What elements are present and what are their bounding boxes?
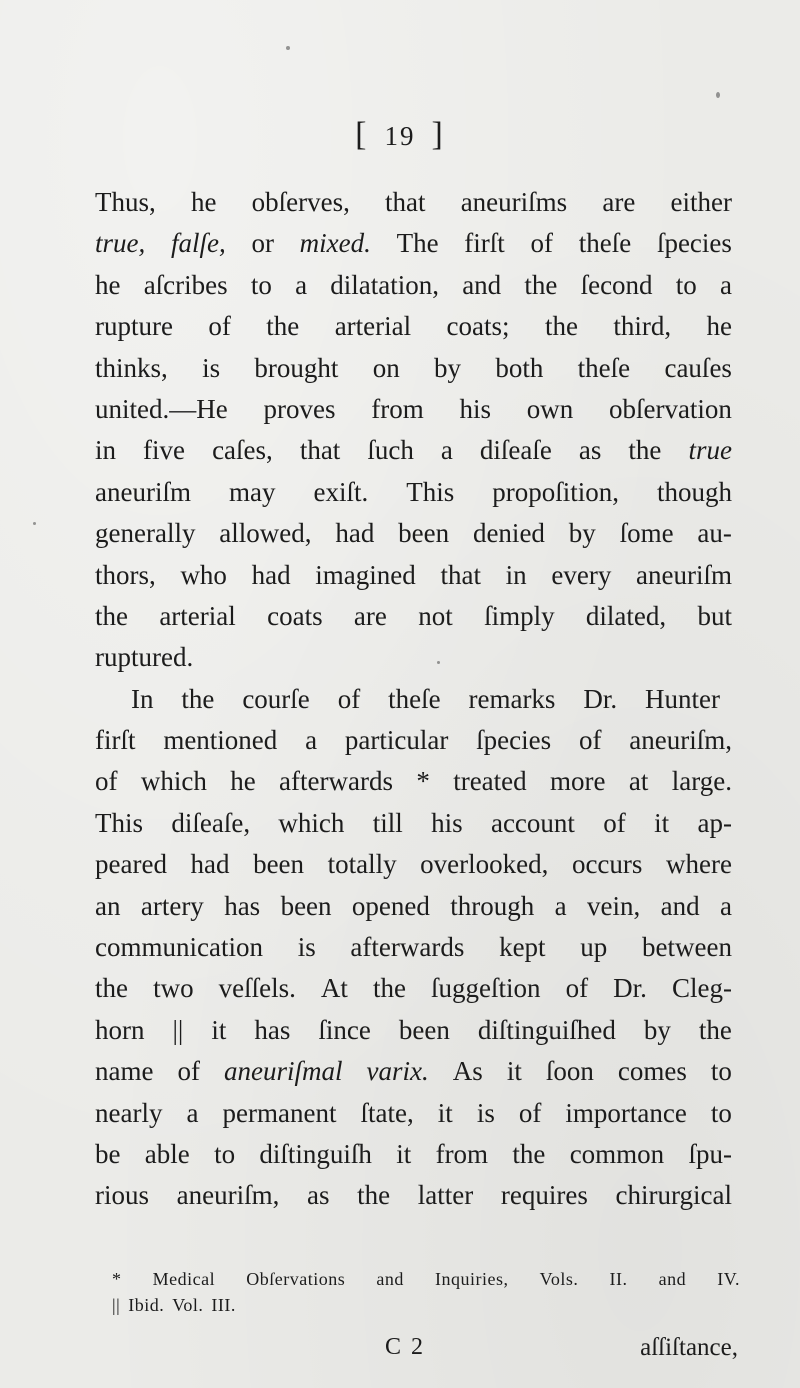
word: particular: [344, 725, 449, 756]
word: the: [357, 1180, 391, 1211]
word: till: [372, 807, 403, 838]
word: arterial: [159, 600, 236, 631]
word: treated: [453, 766, 527, 797]
word: ſtate,: [360, 1097, 414, 1128]
word: as: [307, 1180, 330, 1211]
word: ſpecies: [656, 228, 732, 259]
word: importance: [565, 1097, 687, 1128]
word: brought: [254, 352, 339, 383]
text-line: [95, 1093, 732, 1134]
text-line: [95, 513, 732, 554]
word: the: [266, 311, 300, 342]
word: the: [544, 311, 578, 342]
word: a: [719, 269, 732, 300]
text-line: [95, 223, 732, 264]
word: of: [208, 311, 231, 342]
word: aneuriſm,: [176, 1180, 280, 1211]
word: kept: [499, 932, 546, 963]
word: a: [295, 269, 308, 300]
word: name: [95, 1056, 154, 1087]
word: ſome: [619, 518, 674, 549]
text-line: [95, 348, 732, 389]
word: ſuch: [367, 435, 414, 466]
word: diſeaſe,: [171, 807, 251, 838]
word: varix.: [366, 1056, 429, 1087]
word: been: [280, 890, 332, 921]
word: latter: [417, 1180, 474, 1211]
word: of: [565, 973, 589, 1004]
word: every: [551, 559, 612, 590]
word: a: [554, 890, 567, 921]
text-line: [95, 1134, 732, 1175]
word: third,: [613, 311, 672, 342]
ink-speck: [33, 522, 36, 525]
word: it: [654, 807, 670, 838]
text-line: [95, 968, 732, 1009]
word: cauſes: [664, 352, 732, 383]
word: rious: [95, 1180, 149, 1211]
word: able: [144, 1138, 190, 1169]
word: remarks: [468, 683, 556, 714]
word: at: [628, 766, 649, 797]
word: ſoon: [545, 1056, 594, 1087]
text-line: [95, 720, 732, 761]
word: mixed.: [299, 228, 371, 259]
word: own: [526, 393, 574, 424]
word: of: [95, 766, 118, 797]
word: the: [95, 600, 128, 631]
word: generally: [95, 518, 196, 549]
word: by: [434, 352, 462, 383]
word: caſes,: [212, 435, 273, 466]
text-line: [95, 265, 732, 306]
text-line: [95, 430, 732, 471]
word: peared: [95, 849, 167, 880]
word: horn: [95, 1014, 145, 1045]
word: ſimply: [484, 600, 555, 631]
word: the: [524, 269, 558, 300]
word: be: [95, 1138, 121, 1169]
word: requires: [500, 1180, 588, 1211]
word: totally: [327, 849, 397, 880]
word: on: [372, 352, 400, 383]
word: an: [95, 890, 121, 921]
text-line: [95, 1175, 732, 1216]
word: ſecond: [580, 269, 653, 300]
text-line: [95, 472, 732, 513]
body-text: [95, 182, 732, 1217]
text-line-paragraph-end: [95, 637, 732, 678]
word: of: [177, 1056, 200, 1087]
word: theſe: [577, 352, 631, 383]
word: of: [518, 1097, 542, 1128]
word: rupture: [95, 311, 173, 342]
word: This: [406, 476, 455, 507]
word: overlooked,: [420, 849, 549, 880]
word: afterwards: [350, 932, 465, 963]
word: artery: [140, 890, 204, 921]
word: a: [305, 725, 318, 756]
word: ſuggeſtion: [431, 973, 541, 1004]
word: dilatation,: [330, 269, 439, 300]
word: a: [719, 890, 732, 921]
word: ſpecies: [476, 725, 552, 756]
word: has: [254, 1014, 291, 1045]
header-left-bracket: [: [355, 116, 369, 153]
word: to: [214, 1138, 236, 1169]
word: ap-: [697, 807, 732, 838]
word: Dr.: [583, 683, 618, 714]
text-line: [95, 844, 732, 885]
text-line: [95, 596, 732, 637]
word: it: [396, 1138, 412, 1169]
word: thinks,: [95, 352, 168, 383]
word: from: [371, 393, 424, 424]
text-line: [95, 182, 732, 223]
word: it: [211, 1014, 227, 1045]
word: by: [643, 1014, 671, 1045]
word: it: [437, 1097, 453, 1128]
word: a: [186, 1097, 199, 1128]
word: of: [530, 228, 554, 259]
word: that: [385, 187, 426, 217]
word: theſe: [578, 228, 632, 259]
word: the: [372, 973, 406, 1004]
signature-mark: C 2: [385, 1334, 426, 1360]
word: comes: [617, 1056, 687, 1087]
word: and: [376, 1269, 404, 1289]
word: and: [660, 890, 700, 921]
word: falſe,: [170, 228, 226, 259]
word: in: [95, 435, 117, 466]
word: Vols.: [539, 1269, 579, 1289]
word: Vol.: [172, 1295, 204, 1315]
word: thors,: [95, 559, 156, 590]
word: is: [297, 932, 316, 963]
word: This: [95, 807, 144, 838]
word: proves: [263, 393, 336, 424]
word: In: [131, 683, 154, 714]
word: five: [143, 435, 186, 466]
word: and: [658, 1269, 687, 1289]
word: coats: [267, 600, 323, 631]
text-line: [95, 1051, 732, 1092]
word: or: [251, 228, 274, 259]
word: As: [452, 1056, 483, 1087]
word: aneuriſm: [95, 476, 191, 507]
word: Ibid.: [128, 1295, 165, 1315]
word: he: [230, 766, 256, 797]
word: though: [656, 476, 732, 507]
word: from: [435, 1138, 489, 1169]
word: the: [512, 1138, 546, 1169]
word: permanent: [222, 1097, 337, 1128]
word: denied: [472, 518, 545, 549]
word: ruptured.: [95, 642, 194, 673]
word: aneuriſm,: [629, 725, 732, 756]
word: ||: [112, 1295, 121, 1315]
word: courſe: [242, 683, 310, 714]
word: obſervation: [608, 393, 732, 424]
footnotes: [112, 1266, 740, 1318]
word: been: [398, 518, 450, 549]
text-line: [95, 555, 732, 596]
word: allowed,: [219, 518, 312, 549]
word: ſpu-: [688, 1138, 732, 1169]
word: had: [190, 849, 230, 880]
word: exiſt.: [313, 476, 369, 507]
word: theſe: [388, 683, 441, 714]
word: to: [710, 1097, 732, 1128]
word: aneuriſm: [636, 559, 732, 590]
word: Cleg-: [671, 973, 732, 1004]
word: to: [675, 269, 697, 300]
word: dilated,: [585, 600, 667, 631]
word: ſince: [318, 1014, 371, 1045]
word: Thus,: [95, 187, 156, 217]
word: Inquiries,: [435, 1269, 509, 1289]
word: to: [710, 1056, 732, 1087]
page-header: [0, 116, 800, 154]
word: communication: [95, 932, 263, 963]
word: is: [476, 1097, 495, 1128]
word: aneuriſmal: [224, 1056, 343, 1087]
word: which: [278, 807, 345, 838]
header-right-bracket: ]: [431, 116, 445, 153]
footnote-parallel: [112, 1292, 740, 1318]
word: through: [450, 890, 535, 921]
word: true: [688, 435, 732, 466]
word: up: [580, 932, 608, 963]
word: nearly: [95, 1097, 163, 1128]
word: III.: [211, 1295, 236, 1315]
word: au-: [697, 518, 732, 549]
word: that: [440, 559, 481, 590]
word: large.: [671, 766, 732, 797]
word: occurs: [571, 849, 643, 880]
word: coats;: [446, 311, 510, 342]
word: vein,: [586, 890, 641, 921]
text-line: [95, 389, 732, 430]
word: At: [320, 973, 348, 1004]
word: he: [190, 187, 217, 217]
word: as: [578, 435, 602, 466]
word: had: [335, 518, 375, 549]
word: been: [398, 1014, 450, 1045]
word: between: [642, 932, 732, 963]
word: are: [602, 187, 636, 217]
word: are: [353, 600, 387, 631]
word: that: [299, 435, 341, 466]
text-line: [95, 306, 732, 347]
word: been: [253, 849, 305, 880]
text-line: [95, 927, 732, 968]
word: but: [697, 600, 732, 631]
word: and: [462, 269, 502, 300]
word: afterwards: [279, 766, 393, 797]
word: he: [706, 311, 732, 342]
word: the: [628, 435, 662, 466]
word: aſcribes: [143, 269, 228, 300]
ink-speck: [286, 46, 290, 50]
footnote-asterisk: [112, 1266, 740, 1292]
word: ||: [172, 1014, 184, 1045]
word: a: [440, 435, 453, 466]
word: diſeaſe: [479, 435, 552, 466]
word: *: [416, 766, 430, 797]
word: the: [95, 973, 128, 1004]
text-line-paragraph-start: [95, 679, 732, 720]
word: IV.: [717, 1269, 740, 1289]
word: Medical: [152, 1269, 216, 1289]
word: Hunter: [645, 683, 720, 714]
word: imagined: [315, 559, 416, 590]
word: obſerves,: [251, 187, 350, 217]
word: he: [95, 269, 121, 300]
word: aneuriſms: [460, 187, 568, 217]
word: to: [250, 269, 272, 300]
word: Obſervations: [246, 1269, 346, 1289]
word: arterial: [334, 311, 412, 342]
word: common: [569, 1138, 665, 1169]
word: in: [505, 559, 527, 590]
word: united.—He: [95, 393, 228, 424]
page-number: 19: [384, 121, 416, 151]
word: Dr.: [613, 973, 647, 1004]
word: it: [506, 1056, 522, 1087]
word: II.: [609, 1269, 628, 1289]
word: veſſels.: [218, 973, 296, 1004]
word: of: [578, 725, 602, 756]
word: either: [670, 187, 732, 217]
word: The: [396, 228, 439, 259]
word: true,: [95, 228, 146, 259]
word: has: [224, 890, 261, 921]
text-line: [95, 761, 732, 802]
word: of: [603, 807, 626, 838]
word: the: [181, 683, 215, 714]
ink-speck: [716, 92, 720, 98]
word: firſt: [464, 228, 505, 259]
word: may: [228, 476, 276, 507]
text-line: [95, 1010, 732, 1051]
word: of: [337, 683, 361, 714]
word: where: [665, 849, 732, 880]
word: both: [495, 352, 544, 383]
catchword: aſſiſtance,: [640, 1334, 738, 1361]
word: who: [180, 559, 227, 590]
word: which: [140, 766, 207, 797]
word: more: [550, 766, 606, 797]
text-line: [95, 803, 732, 844]
word: two: [153, 973, 194, 1004]
word: not: [418, 600, 453, 631]
word: *: [112, 1269, 122, 1289]
word: mentioned: [163, 725, 278, 756]
word: by: [568, 518, 596, 549]
word: the: [698, 1014, 732, 1045]
word: diſtinguiſhed: [477, 1014, 616, 1045]
word: firſt: [95, 725, 136, 756]
word: had: [251, 559, 291, 590]
word: is: [202, 352, 221, 383]
word: account: [490, 807, 575, 838]
word: propoſition,: [492, 476, 619, 507]
word: his: [431, 807, 463, 838]
text-line: [95, 886, 732, 927]
word: diſtinguiſh: [259, 1138, 372, 1169]
word: opened: [351, 890, 430, 921]
word: his: [459, 393, 491, 424]
word: chirurgical: [615, 1180, 732, 1211]
